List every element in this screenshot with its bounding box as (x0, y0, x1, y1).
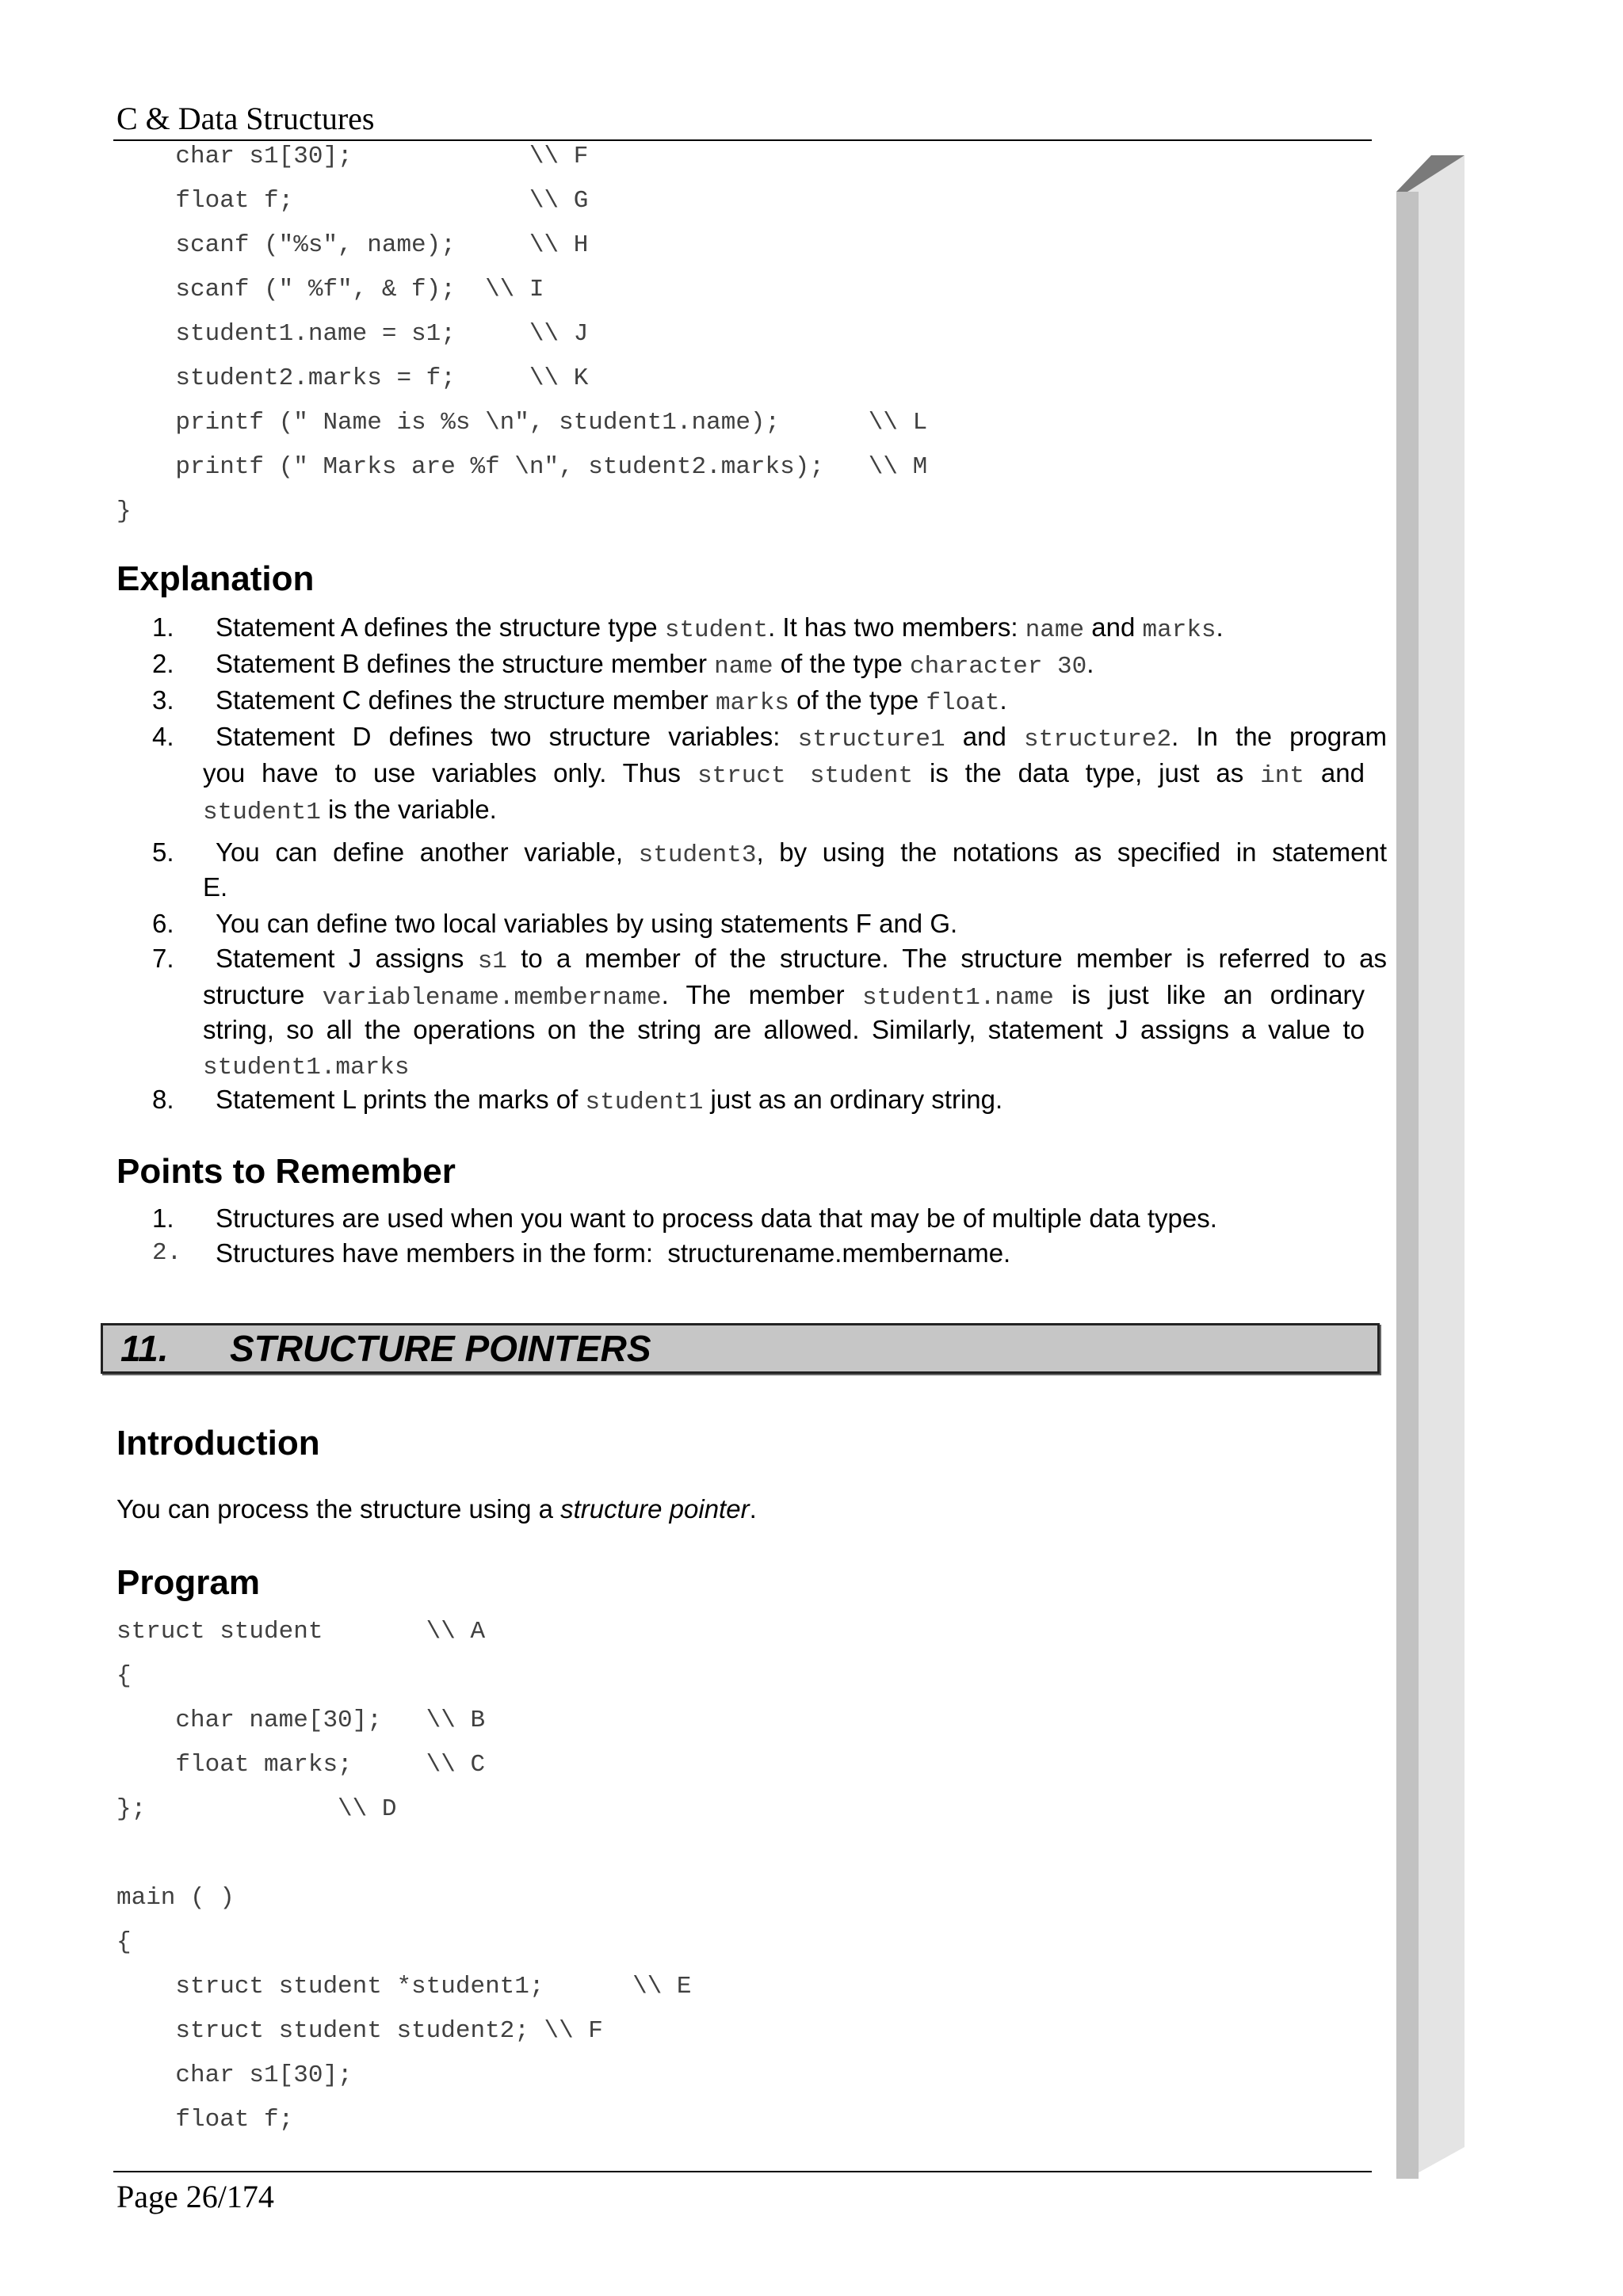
explanation-item-5-line-1 (216, 835, 1387, 873)
text-run: is the data type, just as (913, 758, 1261, 788)
text-run: of the type (789, 685, 926, 715)
code-line: printf (" Name is %s \n", student1.name); \\ L (116, 409, 928, 437)
code-line: main ( ) (116, 1884, 235, 1912)
code-line: float marks; \\ C (116, 1751, 486, 1779)
text-run: string, so all the operations on the string are allowed. Similarly, statement J assigns a value to (203, 1015, 1365, 1044)
code-line: scanf (" %f", & f); \\ I (116, 276, 544, 303)
points-heading: Points to Remember (116, 1152, 456, 1191)
intro-text-part: You can process the structure using a (116, 1494, 561, 1524)
inline-code: s1 (477, 948, 507, 975)
intro-text-part: . (749, 1494, 757, 1524)
list-number: 8. (152, 1085, 174, 1114)
section-title: STRUCTURE POINTERS (230, 1328, 651, 1369)
code-line: struct student student2; \\ F (116, 2017, 603, 2045)
code-line: }; \\ D (116, 1795, 397, 1823)
inline-code: student1.marks (203, 1054, 410, 1081)
explanation-item-7-line-2 (203, 978, 1365, 1016)
inline-code: student1 (585, 1089, 704, 1116)
footer-rule (113, 2171, 1372, 2172)
code-line: float f; \\ G (116, 187, 589, 215)
points-item-2: Structures have members in the form: structurename.membername. (216, 1238, 1011, 1268)
inline-code: student3 (638, 841, 757, 869)
text-run: . (1086, 649, 1094, 678)
explanation-item-4-line-1 (216, 719, 1387, 757)
inline-code: marks (1142, 616, 1216, 644)
inline-code: student1.name (861, 984, 1054, 1012)
text-run: . (1216, 612, 1224, 642)
list-number: 1. (152, 1203, 174, 1233)
text-run: . In the program (1171, 722, 1387, 751)
explanation-item-7-line-4 (203, 1047, 409, 1085)
explanation-item-1 (216, 610, 1224, 648)
explanation-item-5-line-2 (203, 870, 227, 905)
code-line: char s1[30]; \\ F (116, 143, 589, 170)
explanation-item-2 (216, 646, 1094, 685)
text-run: Statement D defines two structure variables: (216, 722, 798, 751)
list-number: 1. (152, 612, 174, 642)
code-line: char name[30]; \\ B (116, 1707, 486, 1734)
code-line: { (116, 1662, 132, 1690)
list-number: 2. (152, 649, 174, 678)
explanation-item-8 (216, 1082, 1002, 1120)
text-run: . It has two members: (768, 612, 1025, 642)
code-line: { (116, 1928, 132, 1956)
text-run: E. (203, 872, 228, 902)
code-line: printf (" Marks are %f \n", student2.marks); \\ M (116, 453, 928, 481)
explanation-item-3 (216, 683, 1007, 721)
text-run: . The member (661, 980, 862, 1009)
code-line: student2.marks = f; \\ K (116, 364, 589, 392)
list-number: 7. (152, 944, 174, 973)
text-run: Statement B defines the structure member (216, 649, 715, 678)
points-item-1: Structures are used when you want to process data that may be of multiple data types. (216, 1203, 1217, 1233)
inline-code: student1 (203, 799, 321, 826)
inline-code: name (714, 653, 773, 681)
inline-code: name (1025, 616, 1085, 644)
text-run: to a member of the structure. The structure member is referred to as (506, 944, 1387, 973)
text-run: . (999, 685, 1007, 715)
text-run: Statement L prints the marks of (216, 1085, 586, 1114)
code-line: scanf ("%s", name); \\ H (116, 231, 589, 259)
inline-code: variablename.membername (322, 984, 662, 1012)
explanation-item-7-line-1 (216, 941, 1387, 979)
page-edge-decoration (1395, 151, 1474, 2179)
inline-code: float (926, 689, 1000, 717)
text-run: and (1304, 758, 1365, 788)
list-number: 2. (152, 1239, 182, 1267)
inline-code: struct student (697, 762, 914, 790)
code-line: struct student *student1; \\ E (116, 1973, 692, 2000)
text-run: Statement J assigns (216, 944, 478, 973)
explanation-item-6 (216, 906, 957, 941)
text-run: You can define two local variables by using statements F and G. (216, 909, 958, 938)
text-run: You can define another variable, (216, 837, 639, 867)
text-run: structure (203, 980, 323, 1009)
introduction-heading: Introduction (116, 1424, 320, 1463)
code-line: char s1[30]; (116, 2061, 353, 2089)
text-run: Statement A defines the structure type (216, 612, 665, 642)
inline-code: structure1 (797, 726, 945, 753)
text-run: is the variable. (320, 795, 497, 824)
running-header: C & Data Structures (116, 101, 375, 136)
explanation-item-4-line-3 (203, 792, 497, 830)
text-run: Statement C defines the structure member (216, 685, 716, 715)
text-run: you have to use variables only. Thus (203, 758, 697, 788)
inline-code: character 30 (910, 653, 1087, 681)
code-line: student1.name = s1; \\ J (116, 320, 589, 348)
page-number: Page 26/174 (116, 2179, 274, 2214)
text-run: of the type (773, 649, 911, 678)
intro-emphasis: structure pointer (560, 1494, 750, 1524)
introduction-text (116, 1492, 757, 1527)
explanation-item-4-line-2 (203, 756, 1365, 794)
section-heading-bar (101, 1323, 1380, 1374)
text-run: and (1084, 612, 1143, 642)
code-line: float f; (116, 2106, 294, 2134)
list-number: 3. (152, 685, 174, 715)
text-run: is just like an ordinary (1053, 980, 1365, 1009)
explanation-item-7-line-3 (203, 1013, 1365, 1047)
explanation-heading: Explanation (116, 559, 315, 598)
list-number: 6. (152, 909, 174, 938)
inline-code: marks (715, 689, 789, 717)
list-number: 4. (152, 722, 174, 751)
inline-code: int (1260, 762, 1305, 790)
list-number: 5. (152, 837, 174, 867)
code-line: struct student \\ A (116, 1618, 486, 1646)
code-line: } (116, 498, 132, 525)
section-number: 11. (120, 1328, 169, 1369)
inline-code: student (664, 616, 769, 644)
inline-code: structure2 (1024, 726, 1172, 753)
text-run: and (945, 722, 1025, 751)
text-run: just as an ordinary string. (703, 1085, 1003, 1114)
program-heading: Program (116, 1563, 260, 1602)
text-run: , by using the notations as specified in statement (756, 837, 1387, 867)
